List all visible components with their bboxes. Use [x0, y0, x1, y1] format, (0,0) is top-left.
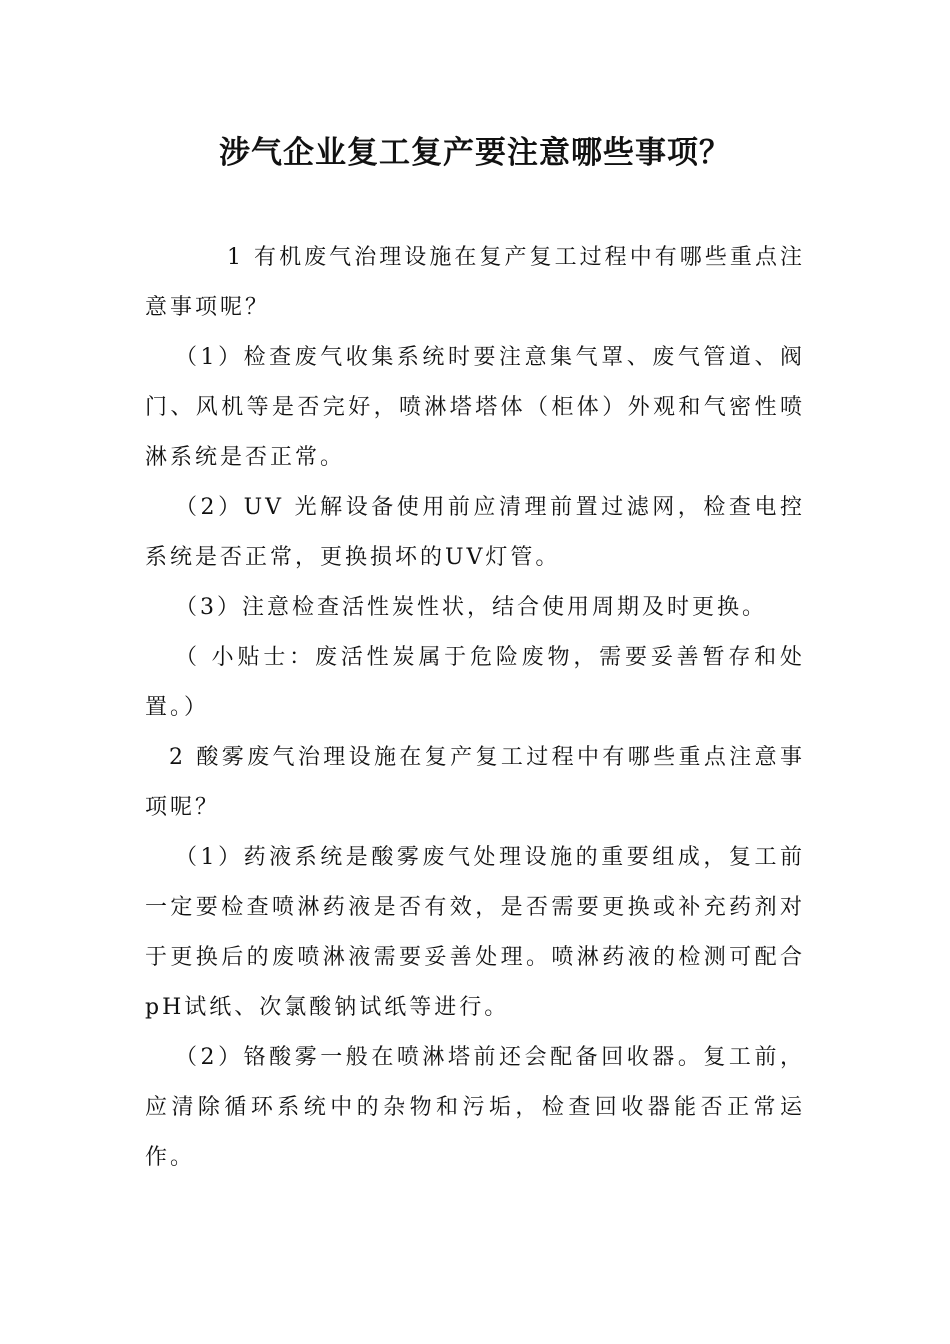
paragraph-item-1-3: （3）注意检查活性炭性状，结合使用周期及时更换。 [175, 595, 767, 620]
document-title: 涉气企业复工复产要注意哪些事项？ [219, 135, 731, 171]
paragraph-item-1-1: （1）检查废气收集系统时要注意集气罩、废气管道、阀门、风机等是否完好，喷淋塔塔体（柜体）外观和气密性喷淋系统是否正常。 [145, 345, 805, 470]
document-body [145, 233, 805, 1183]
paragraph-item-2-1: （1）药液系统是酸雾废气处理设施的重要组成，复工前一定要检查喷淋药液是否有效，是否需要更换或补充药剂对于更换后的废喷淋液需要妥善处理。喷淋药液的检测可配合pH试纸、次氯酸钠试纸等进行。 [145, 845, 805, 1020]
paragraph-section-2-heading: 2 酸雾废气治理设施在复产复工过程中有哪些重点注意事项呢？ [145, 745, 805, 820]
paragraph-tip: （ 小贴士：废活性炭属于危险废物，需要妥善暂存和处置。） [145, 645, 805, 720]
paragraph-item-1-2: （2）UV 光解设备使用前应清理前置过滤网，检查电控系统是否正常，更换损坏的UV灯管。 [145, 495, 805, 570]
paragraph-item-2-2: （2）铬酸雾一般在喷淋塔前还会配备回收器。复工前，应清除循环系统中的杂物和污垢，检查回收器能否正常运作。 [145, 1045, 805, 1170]
paragraph-section-1-heading: 1 有机废气治理设施在复产复工过程中有哪些重点注意事项呢？ [145, 245, 805, 320]
